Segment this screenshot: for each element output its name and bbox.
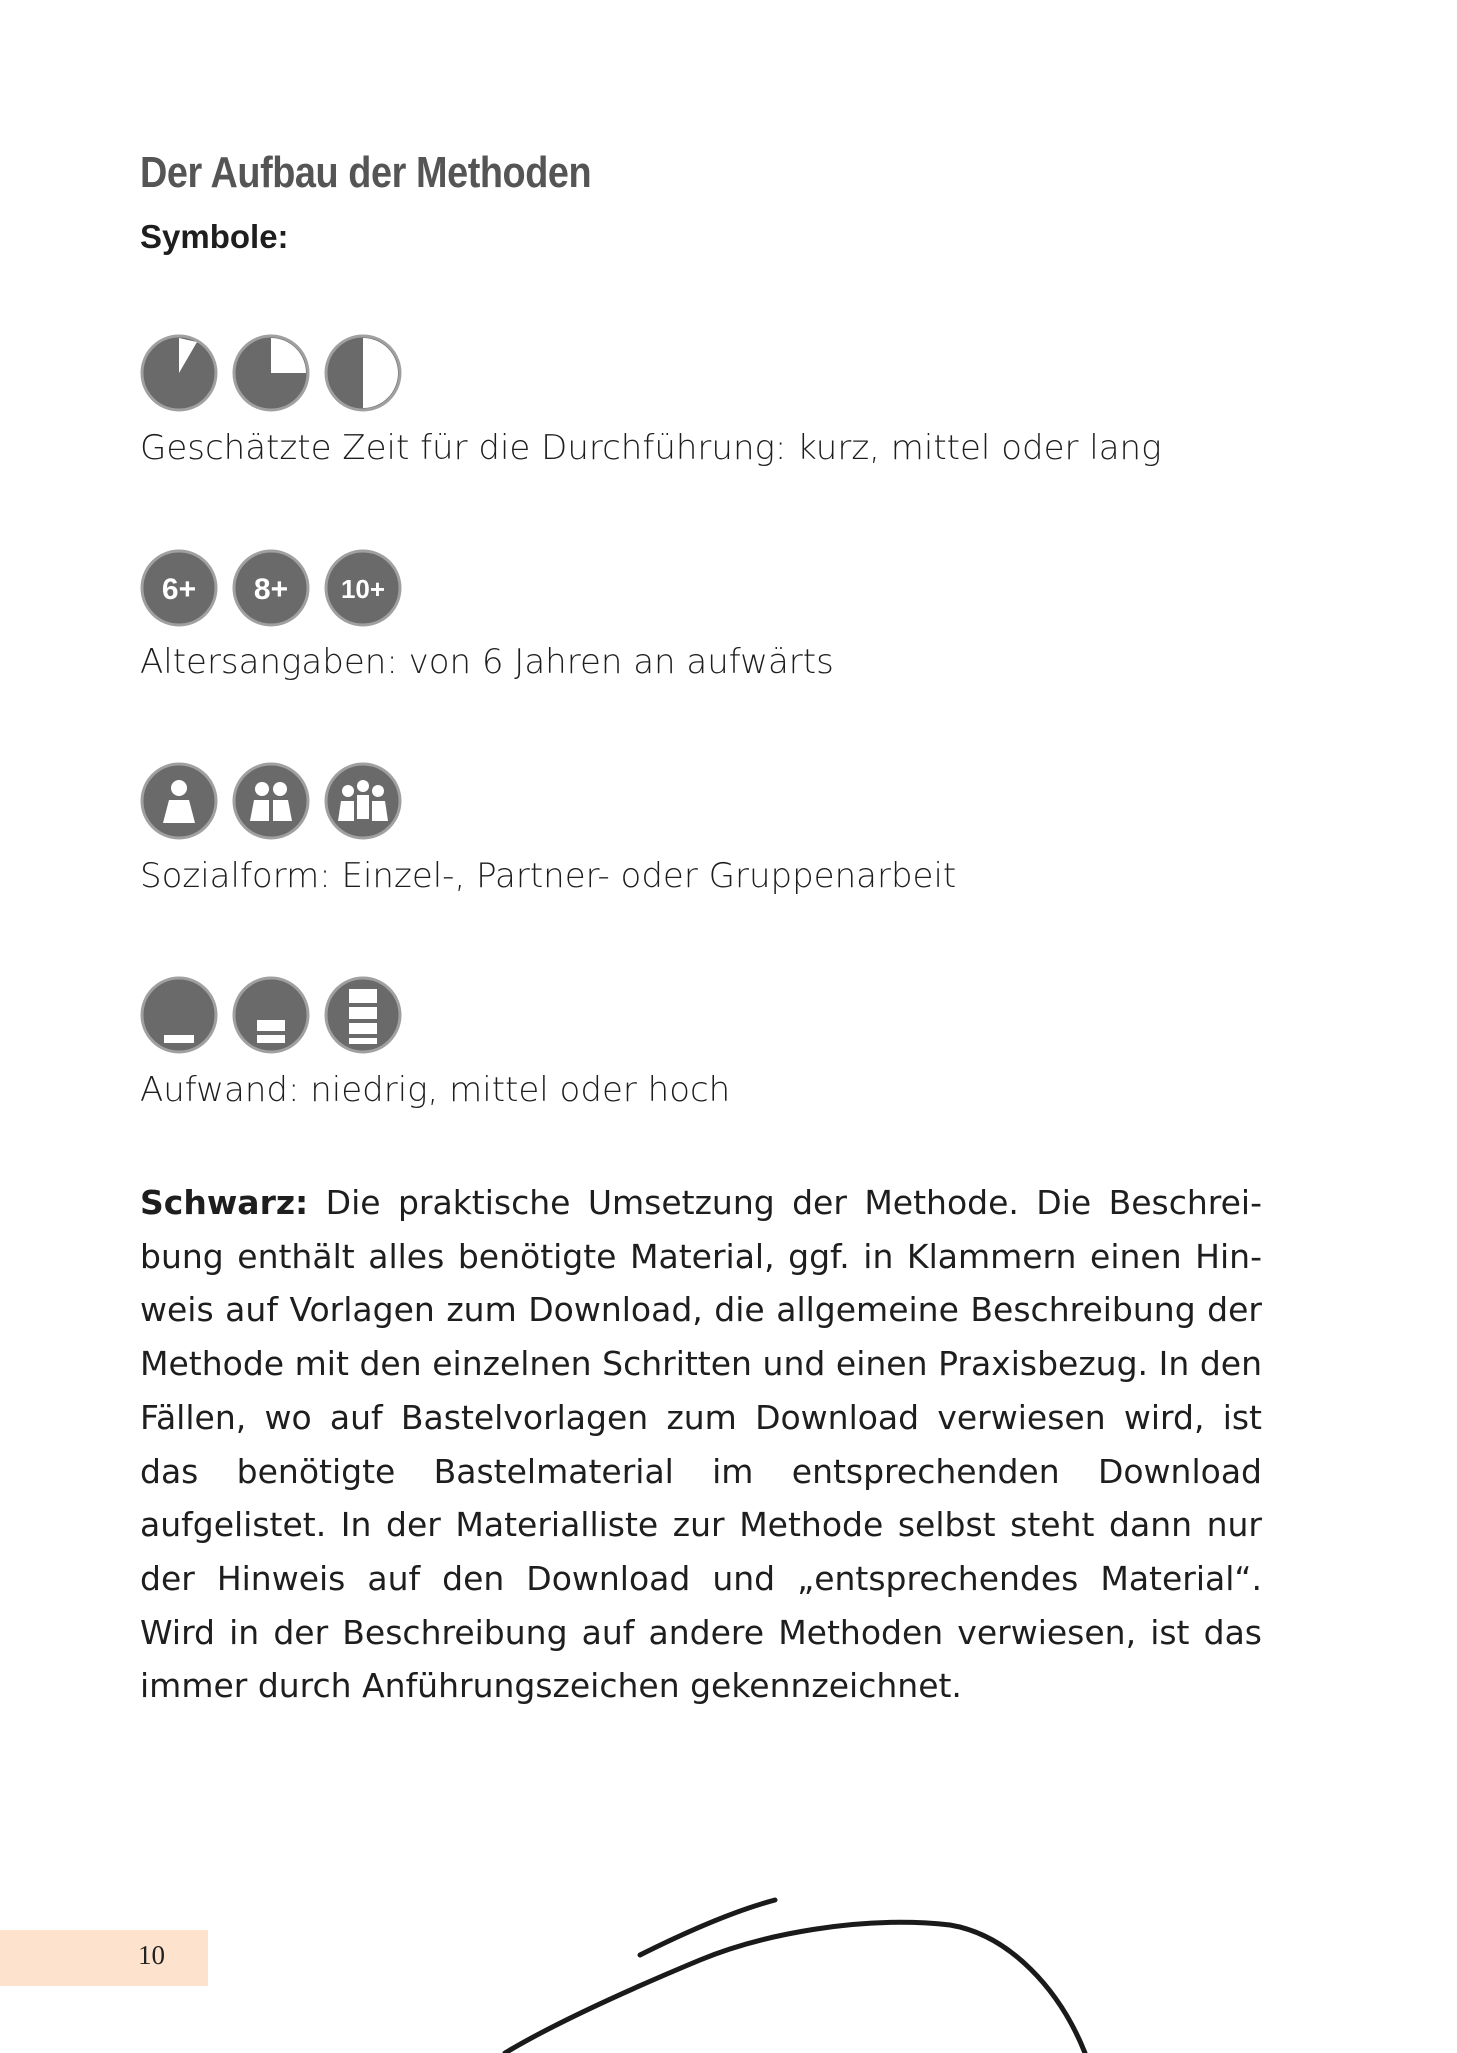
time-icons — [139, 333, 439, 413]
social-icons — [139, 761, 439, 841]
pie-medium-icon — [231, 333, 311, 413]
group-icon — [323, 761, 403, 841]
age-10-icon — [323, 548, 403, 628]
age-6-icon — [139, 548, 219, 628]
pie-short-icon — [139, 333, 219, 413]
effort-high-icon — [323, 975, 403, 1055]
description-text: Die praktische Umsetzung der Methode. Die Beschreibung enthält alles benötigte Material, ggf. in Klammern einen Hinweis auf Vorlagen zum Download, die allgemeine Beschreibung der Methode mit den einzelnen Schritten und einen Praxisbezug. In den Fällen, wo auf Bastelvorlagen zum Download verwiesen wird, ist das benötigte Bastelmaterial im entsprechenden Download aufgelistet. In der Materialliste zur Methode selbst steht dann nur der Hinweis auf den Download und „entsprechendes Material“. Wird in der Beschreibung auf andere Methoden verwiesen, ist das immer durch Anführungszeichen gekennzeichnet. — [140, 1183, 1262, 1706]
age-8-label: 8+ — [253, 573, 289, 606]
pie-long-icon — [323, 333, 403, 413]
effort-low-icon — [139, 975, 219, 1055]
effort-caption: Aufwand: niedrig, mittel oder hoch — [140, 1070, 731, 1110]
page-title: Der Aufbau der Methoden — [140, 148, 592, 197]
two-persons-icon — [231, 761, 311, 841]
social-caption: Sozialform: Einzel-, Partner- oder Gruppenarbeit — [140, 856, 957, 896]
symbols-subheading: Symbole: — [140, 218, 289, 255]
age-8-icon — [231, 548, 311, 628]
page-number: 10 — [138, 1940, 165, 1970]
description-lead: Schwarz: — [140, 1183, 309, 1222]
age-icons — [139, 548, 439, 628]
effort-icons — [139, 975, 439, 1055]
single-person-icon — [139, 761, 219, 841]
age-caption: Altersangaben: von 6 Jahren an aufwärts — [140, 642, 834, 682]
page-number-tab — [0, 1930, 208, 1986]
description-paragraph — [140, 1176, 1262, 1713]
effort-medium-icon — [231, 975, 311, 1055]
age-6-label: 6+ — [161, 573, 197, 606]
time-caption: Geschätzte Zeit für die Durchführung: kurz, mittel oder lang — [140, 428, 1162, 468]
age-10-label: 10+ — [340, 574, 386, 604]
